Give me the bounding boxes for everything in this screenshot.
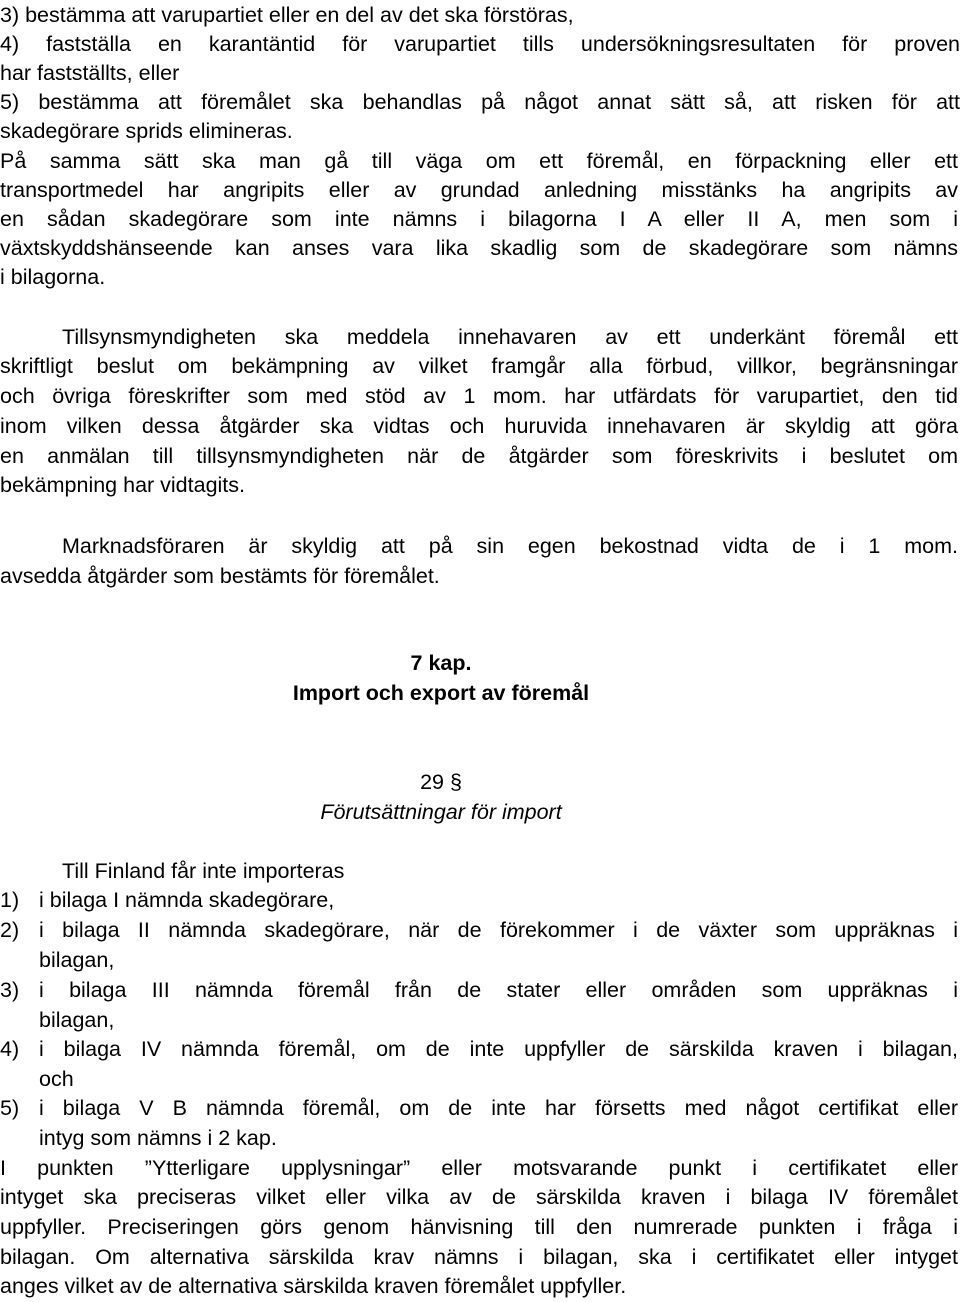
import-intro: Till Finland får inte importeras <box>62 859 345 883</box>
import-item-5-number: 5) <box>0 1096 20 1120</box>
para3-line-1: Marknadsföraren är skyldig att på sin egen bekostnad vidta de i 1 mom. <box>62 534 958 558</box>
para4-line-3: uppfyller. Preciseringen görs genom hänvisning till den numrerade punkten i fråga i <box>0 1215 958 1239</box>
list-item-3: 3) bestämma att varupartiet eller en del av det ska förstöras, <box>0 3 574 27</box>
para1-line-5: i bilagorna. <box>0 265 106 289</box>
para1-line-3: en sådan skadegörare som inte nämns i bilagorna I A eller II A, men som i <box>0 207 958 231</box>
section-title: Förutsättningar för import <box>320 800 562 824</box>
para2-line-2: skriftligt beslut om bekämpning av vilket framgår alla förbud, villkor, begränsningar <box>0 354 958 378</box>
chapter-title: Import och export av föremål <box>292 681 590 705</box>
import-item-2-line-1: i bilaga II nämnda skadegörare, när de förekommer i de växter som uppräknas i <box>39 918 958 942</box>
list-item-4-line-1: 4) fastställa en karantäntid för varupartiet tills undersökningsresultaten för proven <box>0 32 960 56</box>
import-item-4-number: 4) <box>0 1037 20 1061</box>
import-item-1-line-1: i bilaga I nämnda skadegörare, <box>39 888 335 912</box>
chapter-number: 7 kap. <box>410 651 472 675</box>
para2-line-6: bekämpning har vidtagits. <box>0 473 246 497</box>
import-item-2-line-2: bilagan, <box>39 948 115 972</box>
import-item-4-line-1: i bilaga IV nämnda föremål, om de inte uppfyller de särskilda kraven i bilagan, <box>39 1037 958 1061</box>
para4-line-1: I punkten ”Ytterligare upplysningar” eller motsvarande punkt i certifikatet eller <box>0 1156 958 1180</box>
para4-line-4: bilagan. Om alternativa särskilda krav nämns i bilagan, ska i certifikatet eller intyget <box>0 1245 958 1269</box>
section-number: 29 § <box>420 770 462 794</box>
para4-line-5: anges vilket av de alternativa särskilda kraven föremålet uppfyller. <box>0 1274 627 1298</box>
para2-line-1: Tillsynsmyndigheten ska meddela innehavaren av ett underkänt föremål ett <box>62 325 958 349</box>
import-item-5-line-2: intyg som nämns i 2 kap. <box>39 1126 277 1150</box>
import-item-3-number: 3) <box>0 978 20 1002</box>
para3-line-2: avsedda åtgärder som bestämts för föremålet. <box>0 564 440 588</box>
import-item-4-line-2: och <box>39 1067 74 1091</box>
para1-line-1: På samma sätt ska man gå till väga om ett föremål, en förpackning eller ett <box>0 149 958 173</box>
import-item-3-line-1: i bilaga III nämnda föremål från de stater eller områden som uppräknas i <box>39 978 958 1002</box>
import-item-5-line-1: i bilaga V B nämnda föremål, om de inte har försetts med något certifikat eller <box>39 1096 958 1120</box>
import-item-3-line-2: bilagan, <box>39 1008 115 1032</box>
para4-line-2: intyget ska preciseras vilket eller vilka av de särskilda kraven i bilaga IV föremålet <box>0 1185 958 1209</box>
import-item-1-number: 1) <box>0 888 20 912</box>
import-item-2-number: 2) <box>0 918 20 942</box>
para2-line-5: en anmälan till tillsynsmyndigheten när de åtgärder som föreskrivits i beslutet om <box>0 444 958 468</box>
list-item-5-line-1: 5) bestämma att föremålet ska behandlas på något annat sätt så, att risken för att <box>0 90 960 114</box>
para1-line-2: transportmedel har angripits eller av grundad anledning misstänks ha angripits av <box>0 178 958 202</box>
list-item-5-line-2: skadegörare sprids elimineras. <box>0 119 293 143</box>
para2-line-4: inom vilken dessa åtgärder ska vidtas och huruvida innehavaren är skyldig att göra <box>0 414 958 438</box>
para1-line-4: växtskyddshänseende kan anses vara lika skadlig som de skadegörare som nämns <box>0 236 958 260</box>
para2-line-3: och övriga föreskrifter som med stöd av 1 mom. har utfärdats för varupartiet, den tid <box>0 384 958 408</box>
list-item-4-line-2: har fastställts, eller <box>0 61 180 85</box>
